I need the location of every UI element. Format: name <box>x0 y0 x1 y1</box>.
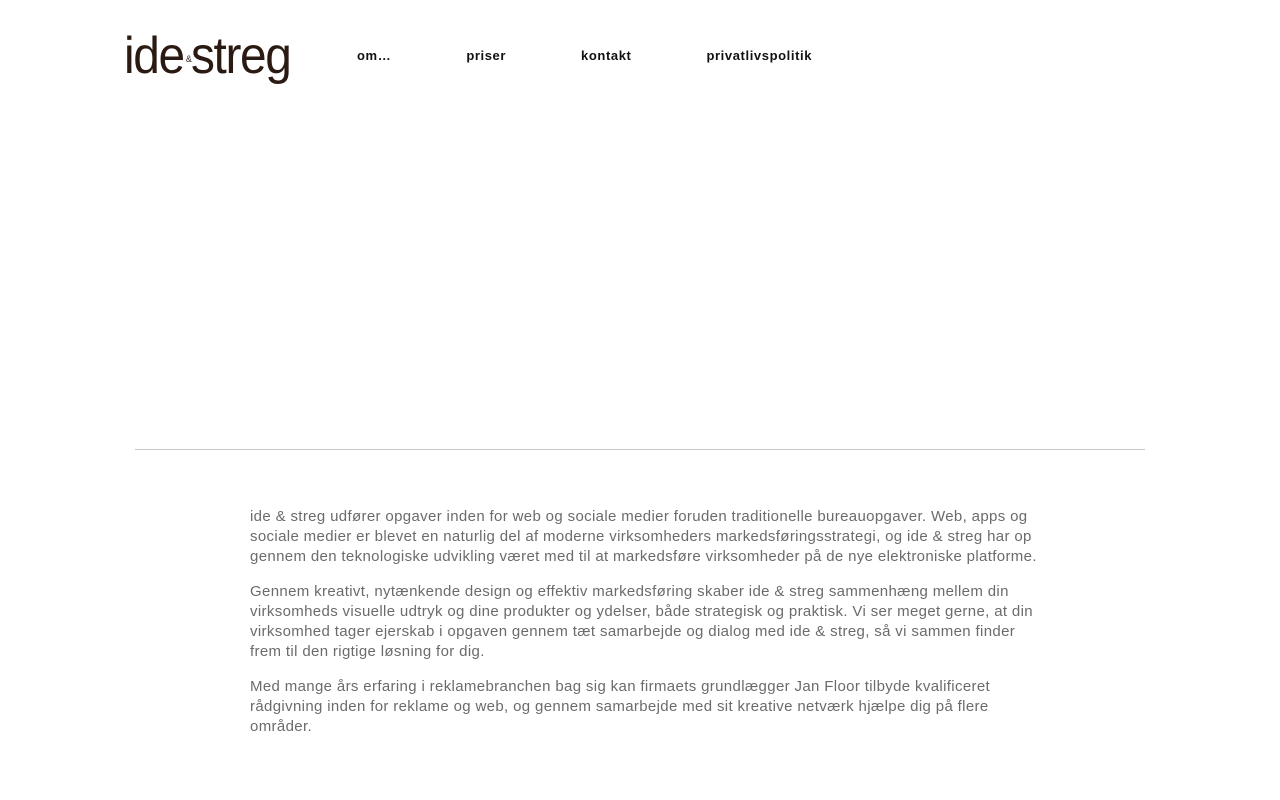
paragraph-design: Gennem kreativt, nytænkende design og effektiv markedsføring skaber ide & streg sammenhæng mellem din virksomheds visuelle udtryk og dine produkter og ydelser, både strategisk og praktisk. Vi ser meget gerne, at din virksomhed tager ejerskab i opgaven gennem tæt samarbejde og dialog med ide & streg, så vi sammen finder frem til den rigtige løsning for dig. <box>250 583 1033 660</box>
hero-area <box>135 100 1145 449</box>
paragraph-intro: ide & streg udfører opgaver inden for web og sociale medier foruden traditionelle bureauopgaver. Web, apps og sociale medier er blevet en naturlig del af moderne virksomheders markedsføringsstrategi, og ide & streg har op gennem den teknologiske udvikling været med til at markedsføre virksomheder på de nye elektroniske platforme. <box>250 508 1037 565</box>
nav-item-om[interactable]: om… <box>357 48 392 63</box>
nav-item-priser[interactable]: priser <box>466 48 507 63</box>
nav-item-kontakt[interactable]: kontakt <box>581 48 632 63</box>
logo-word-streg: streg <box>190 27 291 85</box>
main-content <box>250 507 1040 752</box>
logo-word-ide: ide <box>124 27 184 85</box>
main-nav <box>357 48 812 63</box>
logo[interactable] <box>124 22 299 85</box>
logo-ampersand: & <box>185 54 192 64</box>
site-header <box>0 0 1280 100</box>
paragraph-experience: Med mange års erfaring i reklamebranchen bag sig kan firmaets grundlægger Jan Floor tilbyde kvalificeret rådgivning inden for reklame og web, og gennem samarbejde med sit kreative netværk hjælpe dig på flere områder. <box>250 678 991 735</box>
nav-item-privatlivspolitik[interactable]: privatlivspolitik <box>706 48 813 63</box>
divider <box>135 449 1145 450</box>
